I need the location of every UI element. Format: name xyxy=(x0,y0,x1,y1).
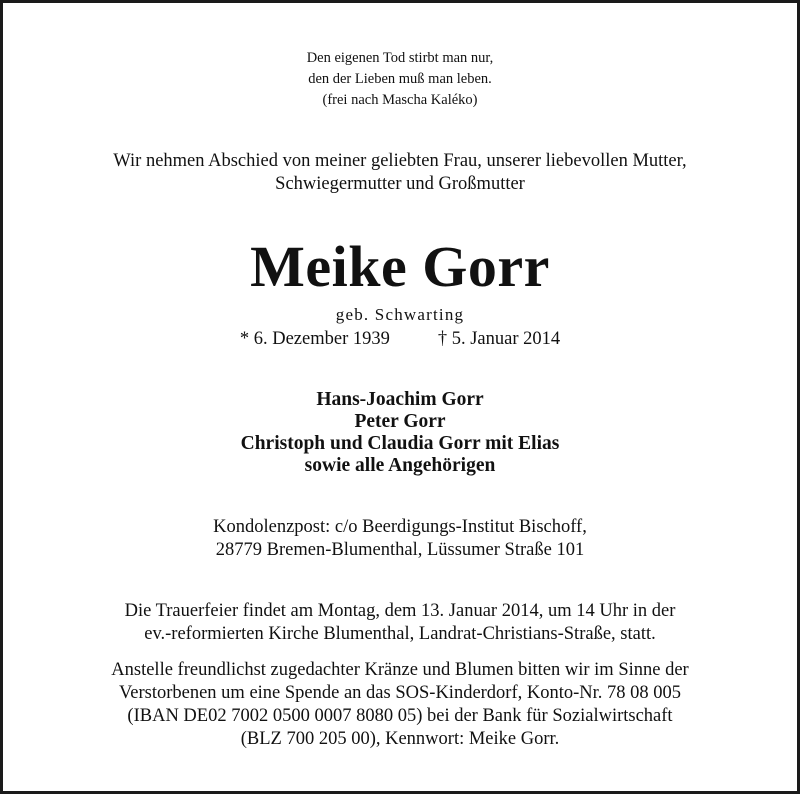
intro-line-1: Wir nehmen Abschied von meiner geliebten Frau, unserer liebevollen Mutter, xyxy=(113,151,687,171)
mourner-4: sowie alle Angehörigen xyxy=(304,455,496,476)
condolence-line-2: 28779 Bremen-Blumenthal, Lüssumer Straße 101 xyxy=(215,540,585,560)
motto-line-1: Den eigenen Tod stirbt man nur, xyxy=(306,50,494,66)
donation-line-3: (IBAN DE02 7002 0500 0007 8080 05) bei der Bank für Sozialwirtschaft xyxy=(127,706,673,726)
life-dates xyxy=(3,327,797,351)
motto-line-2: den der Lieben muß man leben. xyxy=(308,71,492,87)
motto-attribution: (frei nach Mascha Kaléko) xyxy=(322,92,478,108)
donation-line-1: Anstelle freundlichst zugedachter Kränze und Blumen bitten wir im Sinne der xyxy=(111,660,689,680)
mourner-3: Christoph und Claudia Gorr mit Elias xyxy=(240,433,560,454)
donation-line-2: Verstorbenen um eine Spende an das SOS-Kinderdorf, Konto-Nr. 78 08 005 xyxy=(118,683,682,703)
donation-line-4: (BLZ 700 205 00), Kennwort: Meike Gorr. xyxy=(240,729,560,749)
birth-date: * 6. Dezember 1939 xyxy=(239,329,390,349)
funeral-line-2: ev.-reformierten Kirche Blumenthal, Landrat-Christians-Straße, statt. xyxy=(144,624,656,644)
condolence-line-1: Kondolenzpost: c/o Beerdigungs-Institut Bischoff, xyxy=(213,517,587,537)
deceased-born-name: geb. Schwarting xyxy=(335,305,465,324)
death-date: † 5. Januar 2014 xyxy=(437,329,561,349)
deceased-name: Meike Gorr xyxy=(250,234,550,299)
intro-line-2: Schwiegermutter und Großmutter xyxy=(275,174,525,194)
mourner-2: Peter Gorr xyxy=(354,411,446,432)
funeral-line-1: Die Trauerfeier findet am Montag, dem 13. Januar 2014, um 14 Uhr in der xyxy=(124,601,676,621)
mourner-1: Hans-Joachim Gorr xyxy=(316,389,484,410)
